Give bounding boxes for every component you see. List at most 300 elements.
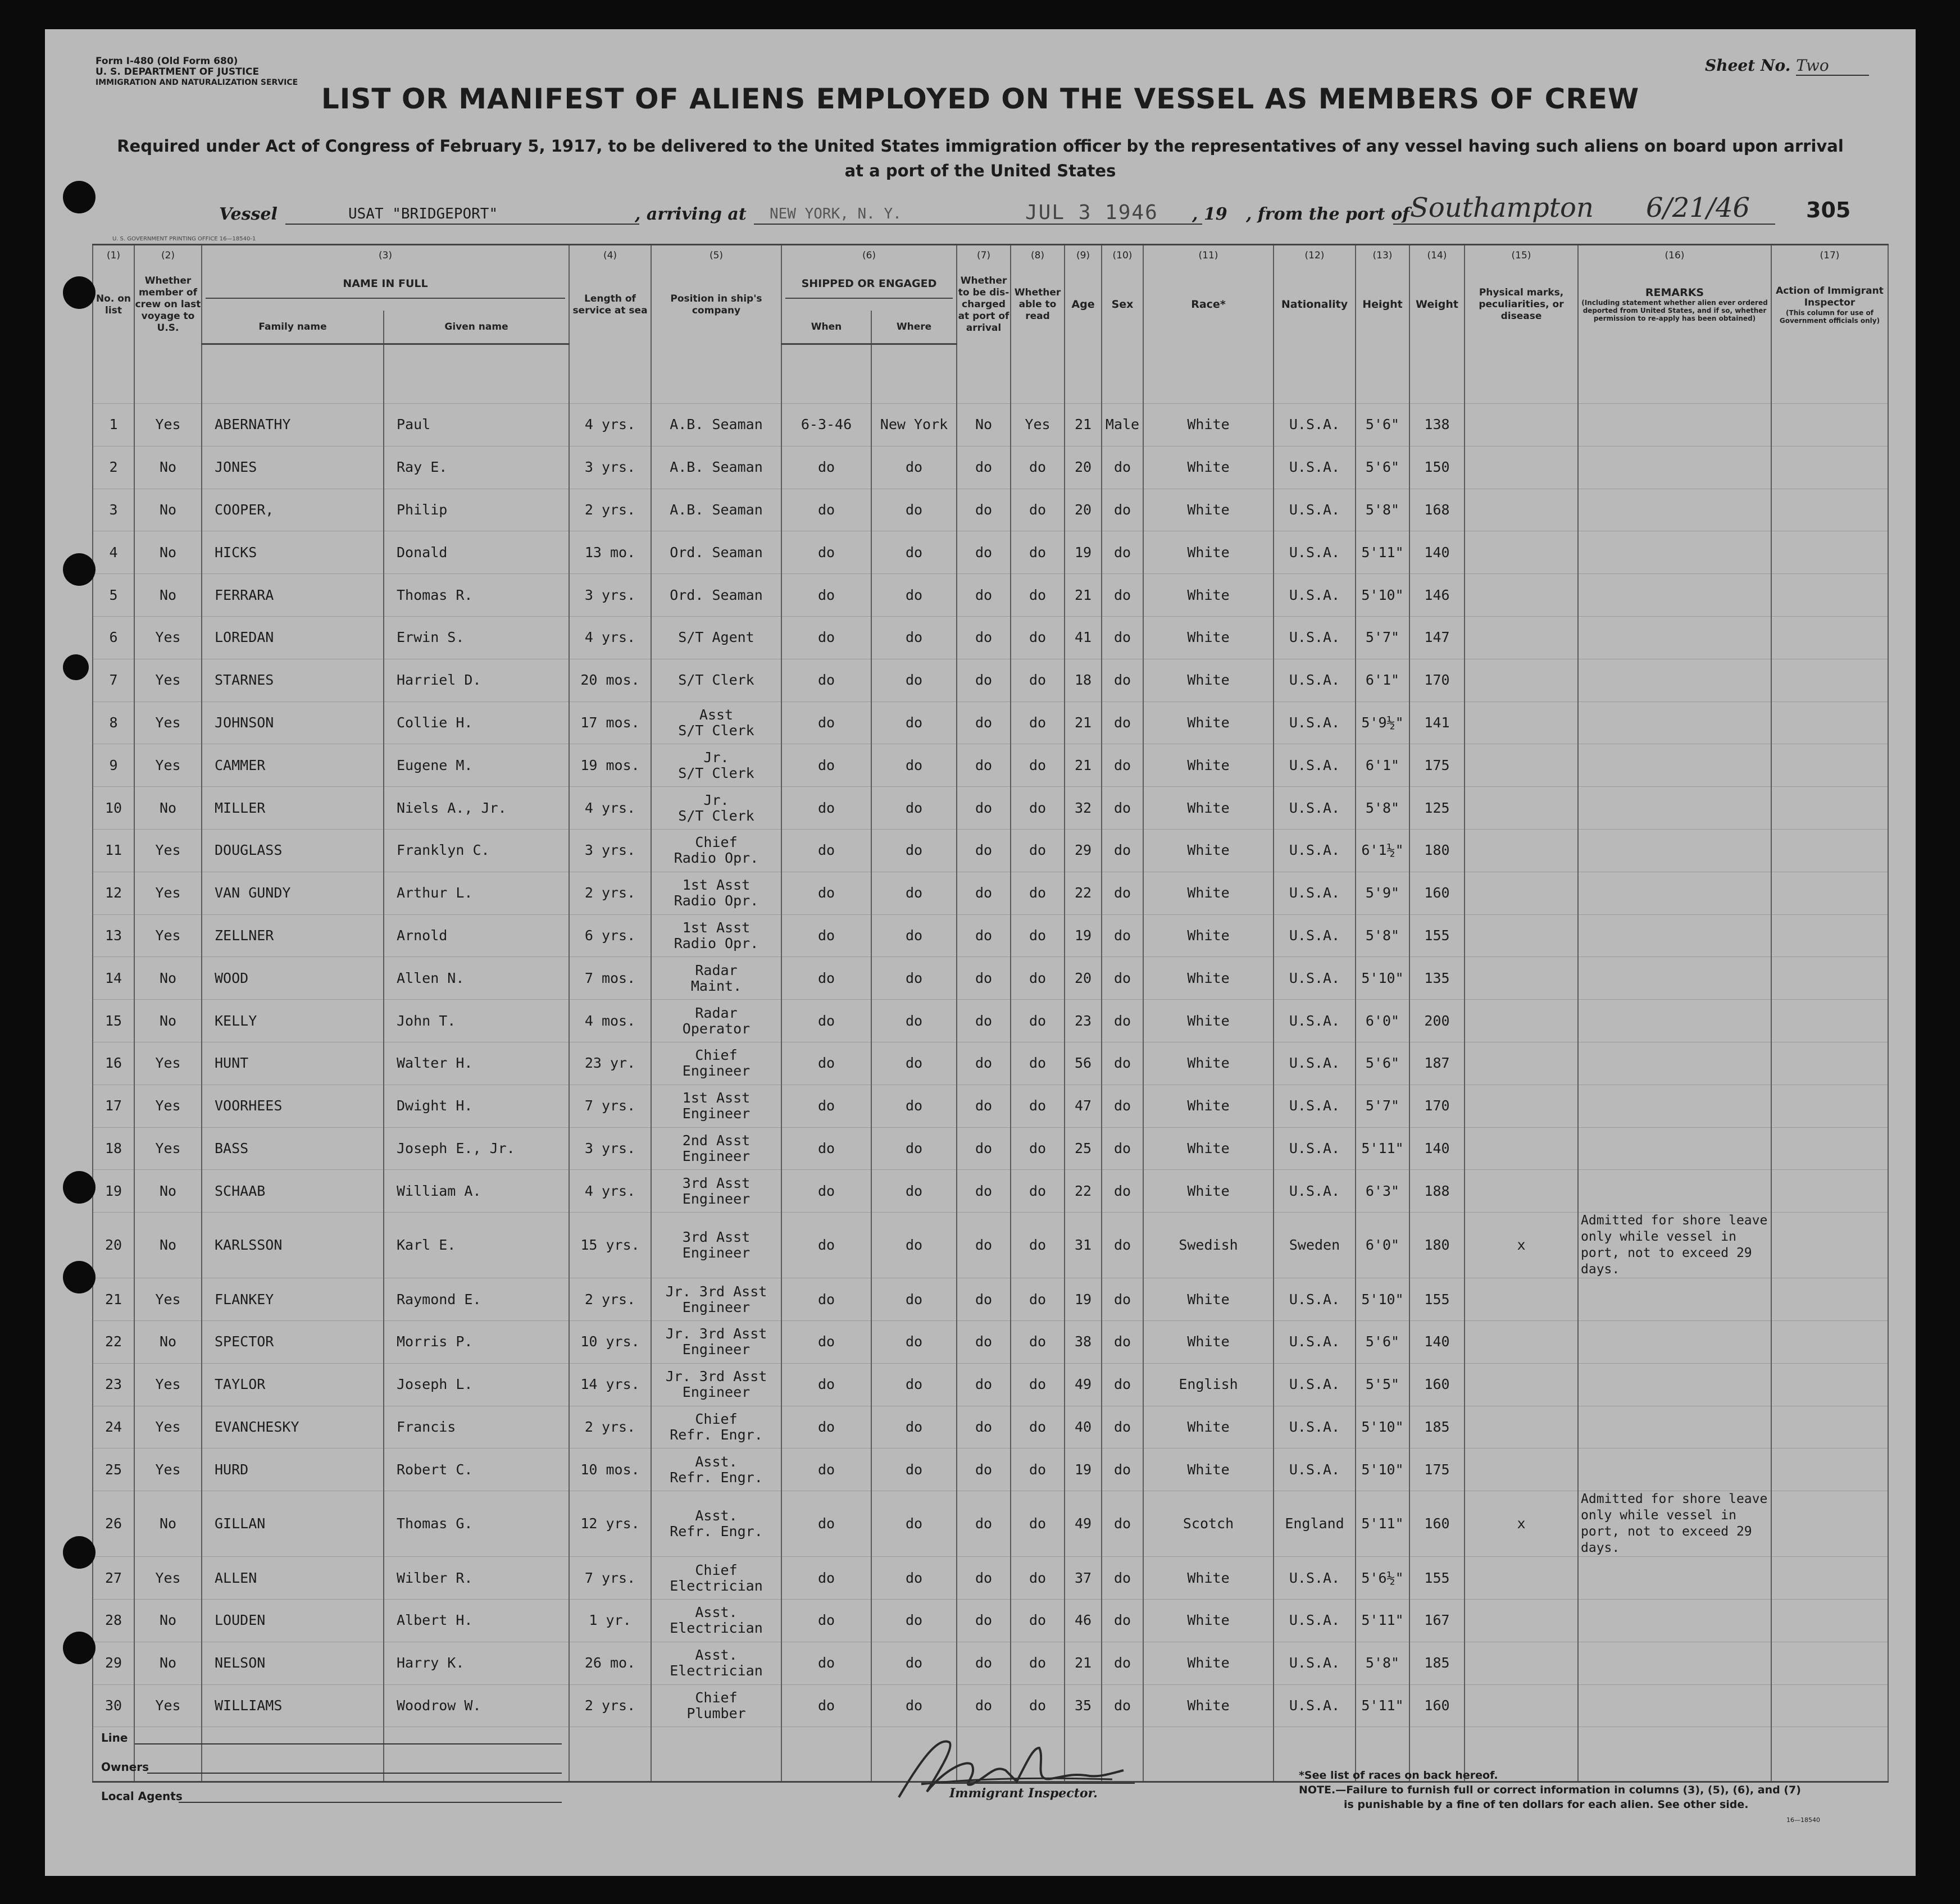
cell-family-name: STARNES [202, 659, 384, 702]
table-row [93, 659, 1888, 702]
cell-age: 38 [1065, 1320, 1102, 1363]
cell-age: 22 [1065, 1170, 1102, 1213]
cell-given-name: Robert C. [384, 1449, 569, 1491]
cell-race: White [1143, 957, 1274, 1000]
position-line: Engineer [682, 1245, 751, 1261]
cell-race: White [1143, 1320, 1274, 1363]
page-subtitle: Required under Act of Congress of February 5, 1917, to be delivered to the United States immigration officer by the representatives of any vessel having such aliens on board upon arrival at a port of the United States [117, 136, 1844, 180]
cell-given-name: Eugene M. [384, 744, 569, 787]
cell-age: 32 [1065, 787, 1102, 830]
cell-remarks [1578, 744, 1771, 787]
cell-race: White [1143, 1042, 1274, 1085]
cell-nationality: U.S.A. [1274, 957, 1356, 1000]
col-num: (13) [1356, 245, 1409, 266]
cell-position [651, 1363, 781, 1406]
header-family-name: Family name [202, 311, 384, 344]
cell-shipped-where: do [871, 1557, 957, 1600]
cell-service-length: 7 yrs. [569, 1085, 651, 1127]
action-label: Action of Immigrant Inspector [1776, 285, 1884, 308]
cell-row-number: 21 [93, 1278, 134, 1321]
cell-given-name: Niels A., Jr. [384, 787, 569, 830]
cell-service-length: 12 yrs. [569, 1491, 651, 1557]
cell-family-name: JOHNSON [202, 702, 384, 744]
cell-remarks: Admitted for shore leave only while vessel in port, not to exceed 29 days. [1578, 1491, 1771, 1557]
cell-race: White [1143, 1642, 1274, 1684]
cell-race: White [1143, 787, 1274, 830]
position-line: 2nd Asst [682, 1132, 751, 1149]
cell-physical-marks [1465, 1684, 1578, 1727]
cell-weight: 135 [1409, 957, 1465, 1000]
table-row [93, 1642, 1888, 1684]
cell-last-voyage: Yes [134, 404, 202, 447]
cell-given-name: Harry K. [384, 1642, 569, 1684]
table-row [93, 787, 1888, 830]
cell-shipped-when: do [781, 1642, 871, 1684]
cell-sex: do [1102, 1170, 1143, 1213]
cell-height: 6'1" [1356, 659, 1409, 702]
cell-height: 5'8" [1356, 914, 1409, 957]
cell-family-name: LOREDAN [202, 616, 384, 659]
cell-row-number: 13 [93, 914, 134, 957]
cell-service-length: 4 mos. [569, 1000, 651, 1042]
cell-nationality: U.S.A. [1274, 1042, 1356, 1085]
cell-nationality: U.S.A. [1274, 1684, 1356, 1727]
header-nationality: Nationality [1274, 266, 1356, 344]
cell-race: White [1143, 1406, 1274, 1449]
cell-family-name: HUNT [202, 1042, 384, 1085]
position-line: Refr. Engr. [670, 1469, 763, 1486]
cell-able-to-read: do [1011, 1278, 1065, 1321]
departure-date: 6/21/46 [1646, 192, 1750, 224]
col-num: (8) [1011, 245, 1065, 266]
cell-given-name: Joseph L. [384, 1363, 569, 1406]
cell-shipped-when: do [781, 1278, 871, 1321]
cell-shipped-where: do [871, 531, 957, 574]
cell-family-name: EVANCHESKY [202, 1406, 384, 1449]
cell-family-name: SPECTOR [202, 1320, 384, 1363]
cell-height: 6'1½" [1356, 829, 1409, 872]
cell-able-to-read: do [1011, 659, 1065, 702]
cell-given-name: William A. [384, 1170, 569, 1213]
cell-age: 56 [1065, 1042, 1102, 1085]
cell-remarks: Admitted for shore leave only while vessel in port, not to exceed 29 days. [1578, 1213, 1771, 1278]
vessel-fill-line [285, 224, 639, 225]
cell-shipped-where: do [871, 702, 957, 744]
col-num: (15) [1465, 245, 1578, 266]
cell-age: 19 [1065, 1278, 1102, 1321]
cell-last-voyage: Yes [134, 914, 202, 957]
cell-last-voyage: Yes [134, 1557, 202, 1600]
cell-physical-marks [1465, 446, 1578, 489]
form-id-line: U. S. DEPARTMENT OF JUSTICE [96, 66, 260, 78]
cell-service-length: 4 yrs. [569, 616, 651, 659]
cell-inspector-action [1771, 957, 1888, 1000]
cell-given-name: Thomas R. [384, 574, 569, 617]
cell-row-number: 18 [93, 1127, 134, 1170]
form-id-line: IMMIGRATION AND NATURALIZATION SERVICE [96, 78, 298, 87]
cell-position [651, 872, 781, 914]
from-port-fill-line [1393, 224, 1775, 225]
cell-position [651, 446, 781, 489]
cell-physical-marks [1465, 531, 1578, 574]
table-row [93, 957, 1888, 1000]
cell-remarks [1578, 616, 1771, 659]
cell-shipped-when: do [781, 1127, 871, 1170]
cell-nationality: U.S.A. [1274, 1599, 1356, 1642]
col-num: (4) [569, 245, 651, 266]
cell-last-voyage: Yes [134, 702, 202, 744]
cell-race: English [1143, 1363, 1274, 1406]
cell-able-to-read: do [1011, 1363, 1065, 1406]
cell-inspector-action [1771, 404, 1888, 447]
binder-hole [63, 181, 96, 213]
vessel-name: USAT "BRIDGEPORT" [348, 206, 498, 222]
cell-shipped-where: do [871, 1213, 957, 1278]
cell-inspector-action [1771, 1170, 1888, 1213]
cell-shipped-when: do [781, 787, 871, 830]
cell-discharged: do [957, 744, 1011, 787]
cell-family-name: WOOD [202, 957, 384, 1000]
cell-service-length: 2 yrs. [569, 872, 651, 914]
cell-age: 40 [1065, 1406, 1102, 1449]
cell-shipped-when: do [781, 1557, 871, 1600]
cell-weight: 140 [1409, 1320, 1465, 1363]
cell-able-to-read: do [1011, 1000, 1065, 1042]
cell-family-name: DOUGLASS [202, 829, 384, 872]
cell-service-length: 23 yr. [569, 1042, 651, 1085]
agents-fill-line [179, 1802, 562, 1803]
cell-inspector-action [1771, 1557, 1888, 1600]
cell-position [651, 1278, 781, 1321]
sheet-number-value: Two [1796, 56, 1869, 76]
cell-weight: 175 [1409, 1449, 1465, 1491]
cell-remarks [1578, 1642, 1771, 1684]
cell-last-voyage: Yes [134, 659, 202, 702]
cell-family-name: ALLEN [202, 1557, 384, 1600]
cell-age: 20 [1065, 489, 1102, 531]
cell-race: White [1143, 702, 1274, 744]
cell-sex: do [1102, 872, 1143, 914]
inspector-fill-line [921, 1783, 1135, 1784]
cell-able-to-read: do [1011, 616, 1065, 659]
cell-remarks [1578, 829, 1771, 872]
cell-weight: 155 [1409, 1557, 1465, 1600]
cell-weight: 170 [1409, 1085, 1465, 1127]
cell-given-name: Morris P. [384, 1320, 569, 1363]
shipped-engaged-label: SHIPPED OR ENGAGED [801, 277, 937, 290]
cell-position [651, 1491, 781, 1557]
cell-age: 19 [1065, 914, 1102, 957]
cell-service-length: 10 mos. [569, 1449, 651, 1491]
cell-service-length: 15 yrs. [569, 1213, 651, 1278]
col-num: (6) [781, 245, 957, 266]
cell-nationality: U.S.A. [1274, 616, 1356, 659]
cell-height: 5'10" [1356, 574, 1409, 617]
cell-discharged: do [957, 1127, 1011, 1170]
col-num: (3) [202, 245, 569, 266]
cell-nationality: U.S.A. [1274, 1642, 1356, 1684]
cell-position [651, 1406, 781, 1449]
cell-family-name: GILLAN [202, 1491, 384, 1557]
cell-physical-marks [1465, 702, 1578, 744]
cell-last-voyage: No [134, 957, 202, 1000]
cell-shipped-when: do [781, 659, 871, 702]
cell-inspector-action [1771, 1599, 1888, 1642]
cell-inspector-action [1771, 872, 1888, 914]
cell-race: White [1143, 574, 1274, 617]
cell-remarks [1578, 531, 1771, 574]
binder-hole [63, 276, 96, 309]
cell-shipped-where: do [871, 1085, 957, 1127]
table-row [93, 489, 1888, 531]
cell-position [651, 702, 781, 744]
cell-height: 5'6" [1356, 1042, 1409, 1085]
cell-row-number: 7 [93, 659, 134, 702]
cell-height: 5'9" [1356, 872, 1409, 914]
position-line: Engineer [682, 1147, 751, 1164]
cell-discharged: No [957, 404, 1011, 447]
cell-family-name: FLANKEY [202, 1278, 384, 1321]
cell-age: 19 [1065, 531, 1102, 574]
cell-last-voyage: Yes [134, 1085, 202, 1127]
cell-age: 21 [1065, 404, 1102, 447]
cell-service-length: 7 yrs. [569, 1557, 651, 1600]
cell-row-number: 28 [93, 1599, 134, 1642]
cell-shipped-when: do [781, 914, 871, 957]
cell-height: 5'10" [1356, 957, 1409, 1000]
cell-physical-marks [1465, 1000, 1578, 1042]
cell-age: 29 [1065, 829, 1102, 872]
cell-discharged: do [957, 574, 1011, 617]
header-shipped-engaged [781, 266, 957, 311]
cell-service-length: 26 mo. [569, 1642, 651, 1684]
cell-remarks [1578, 404, 1771, 447]
header-remarks [1578, 266, 1771, 344]
cell-physical-marks [1465, 744, 1578, 787]
cell-discharged: do [957, 1170, 1011, 1213]
cell-family-name: HICKS [202, 531, 384, 574]
col-num: (9) [1065, 245, 1102, 266]
cell-height: 5'9½" [1356, 702, 1409, 744]
cell-discharged: do [957, 489, 1011, 531]
cell-remarks [1578, 1320, 1771, 1363]
cell-inspector-action [1771, 1213, 1888, 1278]
cell-sex: do [1102, 1320, 1143, 1363]
form-code: 16—18540 [1786, 1816, 1820, 1824]
cell-able-to-read: do [1011, 829, 1065, 872]
cell-height: 5'6" [1356, 446, 1409, 489]
cell-shipped-where: do [871, 829, 957, 872]
cell-age: 25 [1065, 1127, 1102, 1170]
cell-given-name: Harriel D. [384, 659, 569, 702]
position-line: Jr. [703, 749, 729, 766]
position-line: Engineer [682, 1063, 751, 1079]
cell-sex: do [1102, 446, 1143, 489]
cell-physical-marks: x [1465, 1491, 1578, 1557]
cell-remarks [1578, 1042, 1771, 1085]
table-row [93, 1085, 1888, 1127]
cell-age: 20 [1065, 957, 1102, 1000]
cell-able-to-read: do [1011, 957, 1065, 1000]
position-line: S/T Clerk [678, 672, 754, 689]
shipped-divider [785, 298, 953, 299]
cell-last-voyage: No [134, 1000, 202, 1042]
cell-physical-marks [1465, 1320, 1578, 1363]
cell-sex: do [1102, 616, 1143, 659]
cell-last-voyage: Yes [134, 1684, 202, 1727]
cell-discharged: do [957, 1042, 1011, 1085]
cell-physical-marks [1465, 1642, 1578, 1684]
position-line: S/T Clerk [678, 722, 754, 739]
cell-given-name: Thomas G. [384, 1491, 569, 1557]
cell-weight: 167 [1409, 1599, 1465, 1642]
cell-service-length: 6 yrs. [569, 914, 651, 957]
cell-last-voyage: No [134, 1320, 202, 1363]
cell-able-to-read: do [1011, 574, 1065, 617]
cell-service-length: 2 yrs. [569, 1406, 651, 1449]
table-row [93, 1491, 1888, 1557]
cell-able-to-read: do [1011, 1406, 1065, 1449]
position-line: Refr. Engr. [670, 1523, 763, 1540]
races-note: *See list of races on back hereof. [1299, 1769, 1498, 1782]
cell-inspector-action [1771, 1363, 1888, 1406]
position-line: S/T Agent [678, 629, 754, 646]
sheet-number-label: Sheet No. [1705, 56, 1791, 75]
cell-family-name: VAN GUNDY [202, 872, 384, 914]
cell-shipped-where: do [871, 744, 957, 787]
cell-height: 5'6" [1356, 404, 1409, 447]
cell-row-number: 1 [93, 404, 134, 447]
cell-position [651, 1213, 781, 1278]
cell-inspector-action [1771, 1278, 1888, 1321]
cell-given-name: Joseph E., Jr. [384, 1127, 569, 1170]
penalty-note-line2: is punishable by a fine of ten dollars for each alien. See other side. [1344, 1798, 1749, 1811]
table-row [93, 446, 1888, 489]
cell-able-to-read: do [1011, 914, 1065, 957]
cell-able-to-read: do [1011, 1085, 1065, 1127]
cell-height: 5'11" [1356, 1491, 1409, 1557]
position-line: A.B. Seaman [670, 501, 763, 518]
cell-shipped-when: do [781, 489, 871, 531]
cell-race: White [1143, 404, 1274, 447]
cell-remarks [1578, 446, 1771, 489]
cell-row-number: 16 [93, 1042, 134, 1085]
cell-physical-marks [1465, 574, 1578, 617]
cell-weight: 125 [1409, 787, 1465, 830]
position-line: Engineer [682, 1341, 751, 1358]
cell-last-voyage: Yes [134, 872, 202, 914]
crew-manifest-table [92, 244, 1889, 1783]
cell-shipped-where: do [871, 574, 957, 617]
cell-given-name: John T. [384, 1000, 569, 1042]
col-num: (1) [93, 245, 134, 266]
cell-row-number: 6 [93, 616, 134, 659]
cell-remarks [1578, 1363, 1771, 1406]
cell-nationality: U.S.A. [1274, 1127, 1356, 1170]
cell-shipped-where: do [871, 1642, 957, 1684]
cell-nationality: U.S.A. [1274, 744, 1356, 787]
cell-shipped-where: do [871, 1320, 957, 1363]
cell-race: White [1143, 872, 1274, 914]
cell-height: 5'5" [1356, 1363, 1409, 1406]
position-line: Engineer [682, 1384, 751, 1401]
cell-sex: do [1102, 1278, 1143, 1321]
cell-inspector-action [1771, 702, 1888, 744]
cell-weight: 155 [1409, 1278, 1465, 1321]
cell-row-number: 14 [93, 957, 134, 1000]
binder-hole [63, 553, 96, 586]
cell-service-length: 3 yrs. [569, 1127, 651, 1170]
cell-age: 46 [1065, 1599, 1102, 1642]
cell-position [651, 914, 781, 957]
cell-physical-marks [1465, 616, 1578, 659]
cell-shipped-when: do [781, 1170, 871, 1213]
cell-able-to-read: do [1011, 1320, 1065, 1363]
cell-family-name: VOORHEES [202, 1085, 384, 1127]
cell-weight: 168 [1409, 489, 1465, 531]
cell-last-voyage: Yes [134, 1278, 202, 1321]
cell-family-name: KARLSSON [202, 1213, 384, 1278]
cell-last-voyage: Yes [134, 1363, 202, 1406]
cell-race: White [1143, 531, 1274, 574]
cell-nationality: U.S.A. [1274, 1363, 1356, 1406]
cell-weight: 170 [1409, 659, 1465, 702]
col-num: (17) [1771, 245, 1888, 266]
cell-weight: 147 [1409, 616, 1465, 659]
cell-last-voyage: No [134, 489, 202, 531]
cell-discharged: do [957, 1363, 1011, 1406]
cell-last-voyage: Yes [134, 1127, 202, 1170]
cell-shipped-when: do [781, 1363, 871, 1406]
cell-row-number: 17 [93, 1085, 134, 1127]
cell-inspector-action [1771, 1406, 1888, 1449]
page-title: LIST OR MANIFEST OF ALIENS EMPLOYED ON THE VESSEL AS MEMBERS OF CREW [321, 83, 1640, 115]
cell-remarks [1578, 1278, 1771, 1321]
action-note: (This column for use of Government officials only) [1779, 308, 1880, 325]
cell-age: 49 [1065, 1491, 1102, 1557]
cell-nationality: U.S.A. [1274, 914, 1356, 957]
header-height: Height [1356, 266, 1409, 344]
cell-height: 6'0" [1356, 1213, 1409, 1278]
cell-nationality: U.S.A. [1274, 1170, 1356, 1213]
cell-race: White [1143, 1449, 1274, 1491]
cell-position [651, 1320, 781, 1363]
header-where: Where [871, 311, 957, 344]
cell-discharged: do [957, 1684, 1011, 1727]
cell-age: 21 [1065, 1642, 1102, 1684]
cell-row-number: 12 [93, 872, 134, 914]
cell-able-to-read: do [1011, 872, 1065, 914]
cell-given-name: Raymond E. [384, 1278, 569, 1321]
cell-position [651, 1684, 781, 1727]
cell-inspector-action [1771, 1684, 1888, 1727]
cell-remarks [1578, 489, 1771, 531]
cell-row-number: 27 [93, 1557, 134, 1600]
cell-age: 20 [1065, 446, 1102, 489]
cell-row-number: 19 [93, 1170, 134, 1213]
arriving-label: , arriving at [635, 204, 747, 224]
table-row [93, 1449, 1888, 1491]
cell-able-to-read: do [1011, 702, 1065, 744]
header-when: When [781, 311, 871, 344]
cell-height: 5'10" [1356, 1406, 1409, 1449]
cell-able-to-read: do [1011, 744, 1065, 787]
cell-discharged: do [957, 1278, 1011, 1321]
position-line: 1st Asst [682, 919, 751, 936]
cell-last-voyage: Yes [134, 616, 202, 659]
manifest-number: 305 [1806, 198, 1851, 222]
cell-given-name: Arthur L. [384, 872, 569, 914]
